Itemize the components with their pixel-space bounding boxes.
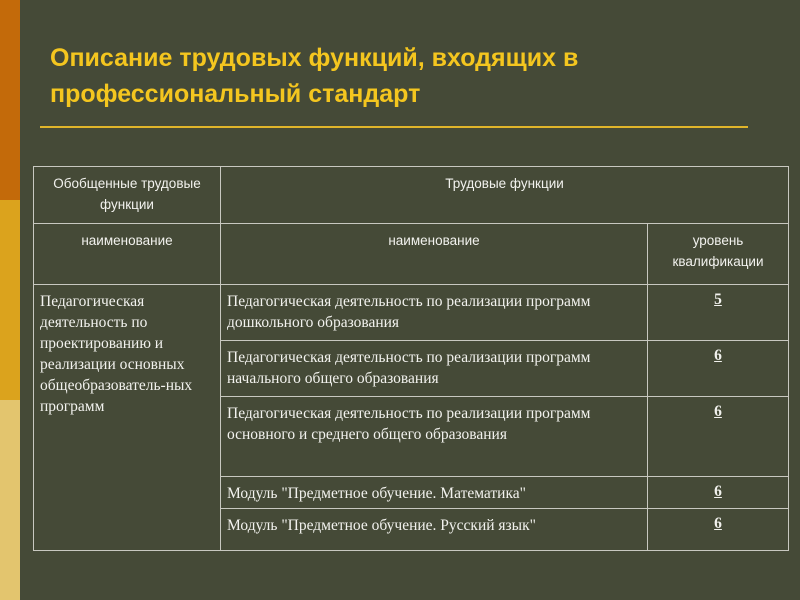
qualification-level-cell (648, 477, 789, 509)
labor-function-cell: Педагогическая деятельность по реализации программ начального общего образования (221, 341, 648, 397)
qualification-level-value: 6 (714, 483, 722, 500)
labor-function-cell: Модуль "Предметное обучение. Математика" (221, 477, 648, 509)
header-labor-functions: Трудовые функции (221, 167, 789, 224)
title-underline (40, 126, 748, 128)
table-header-row (34, 167, 789, 224)
labor-function-cell: Модуль "Предметное обучение. Русский язык" (221, 509, 648, 551)
qualification-level-value: 5 (714, 291, 722, 308)
header-qualification-level: уровень квалификации (648, 224, 789, 285)
slide-title: Описание трудовых функций, входящих в профессиональный стандарт (50, 44, 579, 108)
decorative-color-strip (0, 0, 20, 600)
header-generalized-functions: Обобщенные трудовые функции (34, 167, 221, 224)
qualification-level-cell (648, 509, 789, 551)
labor-function-cell: Педагогическая деятельность по реализации программ дошкольного образования (221, 285, 648, 341)
table-row (34, 285, 789, 341)
header-name-left: наименование (34, 224, 221, 285)
labor-function-cell: Педагогическая деятельность по реализации программ основного и среднего общего образования (221, 397, 648, 477)
qualification-level-cell (648, 397, 789, 477)
table-subheader-row (34, 224, 789, 285)
qualification-level-cell (648, 341, 789, 397)
qualification-level-value: 6 (714, 515, 722, 532)
qualification-level-value: 6 (714, 403, 722, 420)
qualification-level-value: 6 (714, 347, 722, 364)
qualification-level-cell (648, 285, 789, 341)
header-name-right: наименование (221, 224, 648, 285)
labor-functions-table (33, 166, 789, 551)
generalized-function-cell: Педагогическая деятельность по проектированию и реализации основных общеобразователь-ных программ (34, 285, 221, 551)
